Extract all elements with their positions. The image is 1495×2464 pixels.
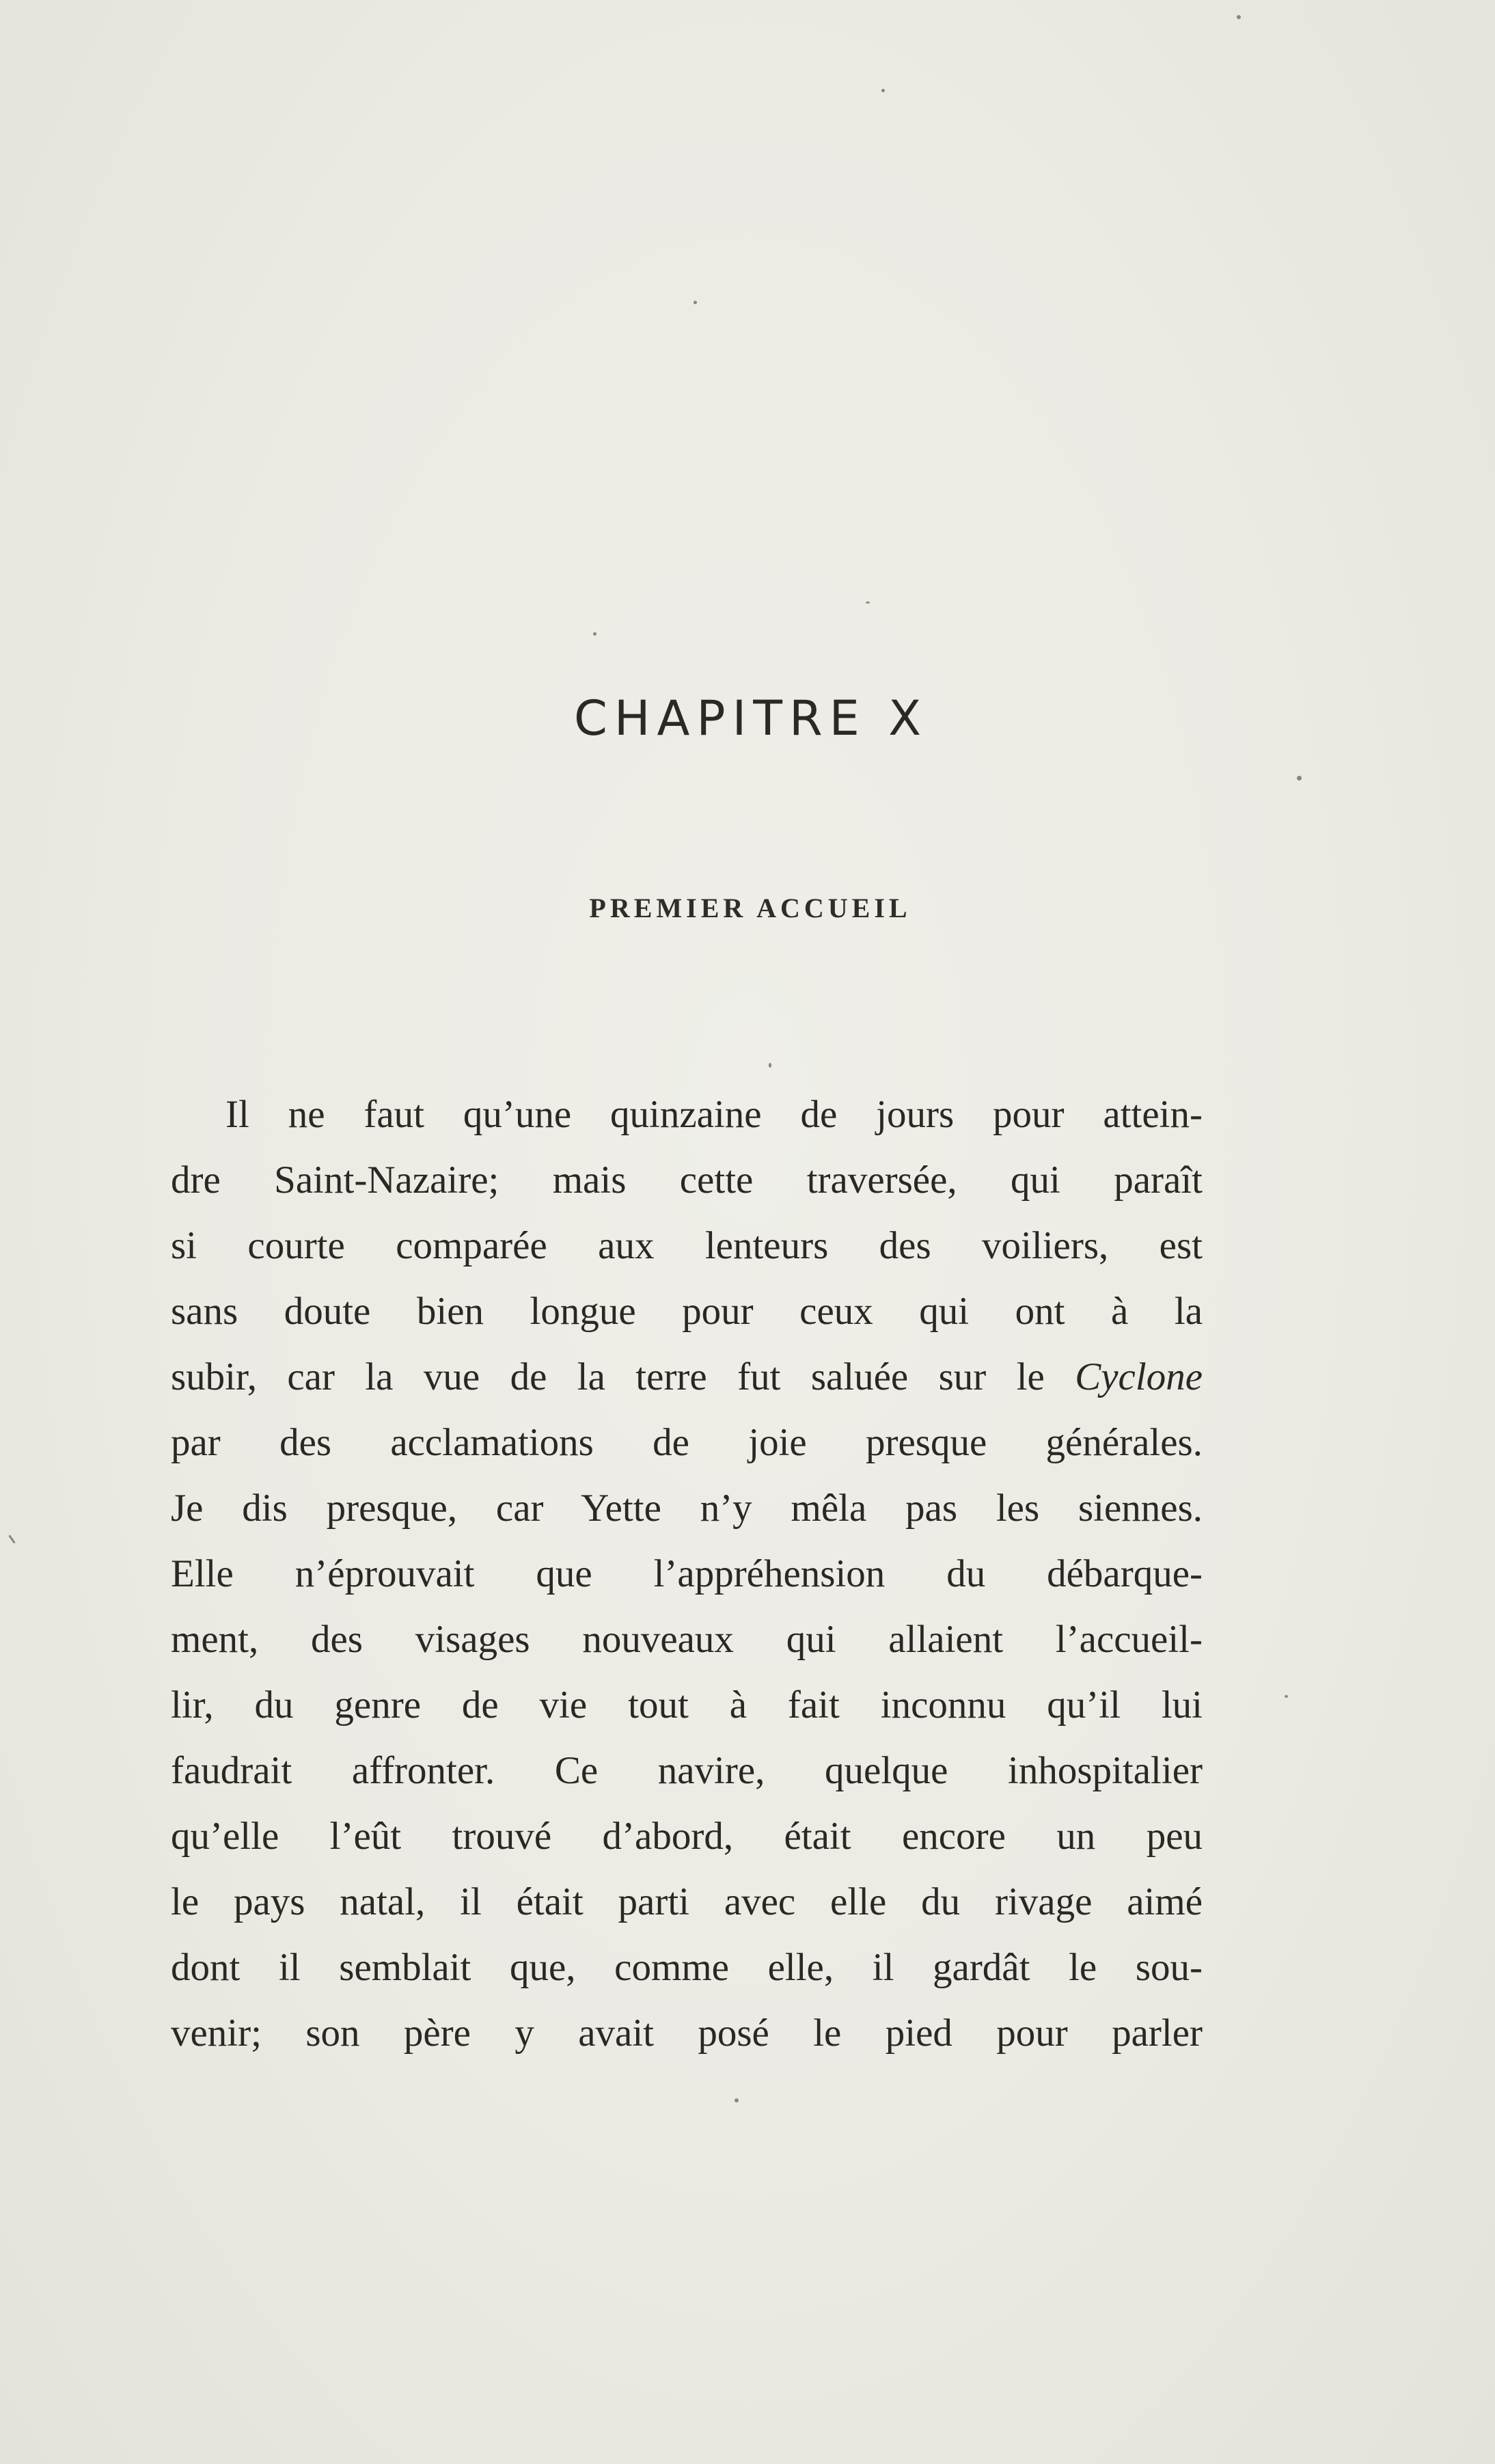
body-paragraph (171, 1082, 1203, 2066)
text-line: sans doute bien longue pour ceux qui ont à la (171, 1290, 1203, 1333)
paper-speck (593, 632, 596, 636)
text-line: Je dis presque, car Yette n’y mêla pas les siennes. (171, 1487, 1203, 1530)
text-line: ment, des visages nouveaux qui allaient l’accueil- (171, 1618, 1203, 1661)
text-line (171, 1344, 1203, 1410)
chapter-subtitle: PREMIER ACCUEIL (589, 893, 911, 923)
text-line: lir, du genre de vie tout à fait inconnu qu’il lui (171, 1683, 1203, 1727)
text-line: Elle n’éprouvait que l’appréhension du débarque- (171, 1552, 1203, 1595)
paper-speck (881, 89, 885, 92)
text-line: qu’elle l’eût trouvé d’abord, était encore un peu (171, 1815, 1203, 1858)
paper-speck (769, 1063, 771, 1068)
paper-speck (1237, 15, 1241, 19)
chapter-title: CHAPITRE X (573, 690, 929, 746)
text-line: le pays natal, il était parti avec elle du rivage aimé (171, 1880, 1203, 1923)
text-line: par des acclamations de joie presque générales. (171, 1421, 1203, 1464)
paper-speck (866, 601, 870, 604)
text-line: si courte comparée aux lenteurs des voiliers, est (171, 1224, 1203, 1267)
ship-name: Cyclone (1075, 1355, 1203, 1398)
text-line: faudrait affronter. Ce navire, quelque inhospitalier (171, 1749, 1203, 1792)
text-line: venir; son père y avait posé le pied pour parler (171, 2012, 1203, 2055)
paper-speck (1285, 1695, 1288, 1698)
paper-speck (8, 1534, 15, 1543)
text-line-segment: subir, car la vue de la terre fut saluée sur le (171, 1355, 1075, 1398)
text-line: Il ne faut qu’une quinzaine de jours pour attein- (225, 1093, 1203, 1136)
paper-speck (694, 301, 697, 304)
paper-speck (735, 2098, 739, 2102)
paper-speck (1297, 776, 1302, 781)
text-line: dre Saint-Nazaire; mais cette traversée, qui paraît (171, 1159, 1203, 1202)
text-line: dont il semblait que, comme elle, il gardât le sou- (171, 1946, 1203, 1989)
